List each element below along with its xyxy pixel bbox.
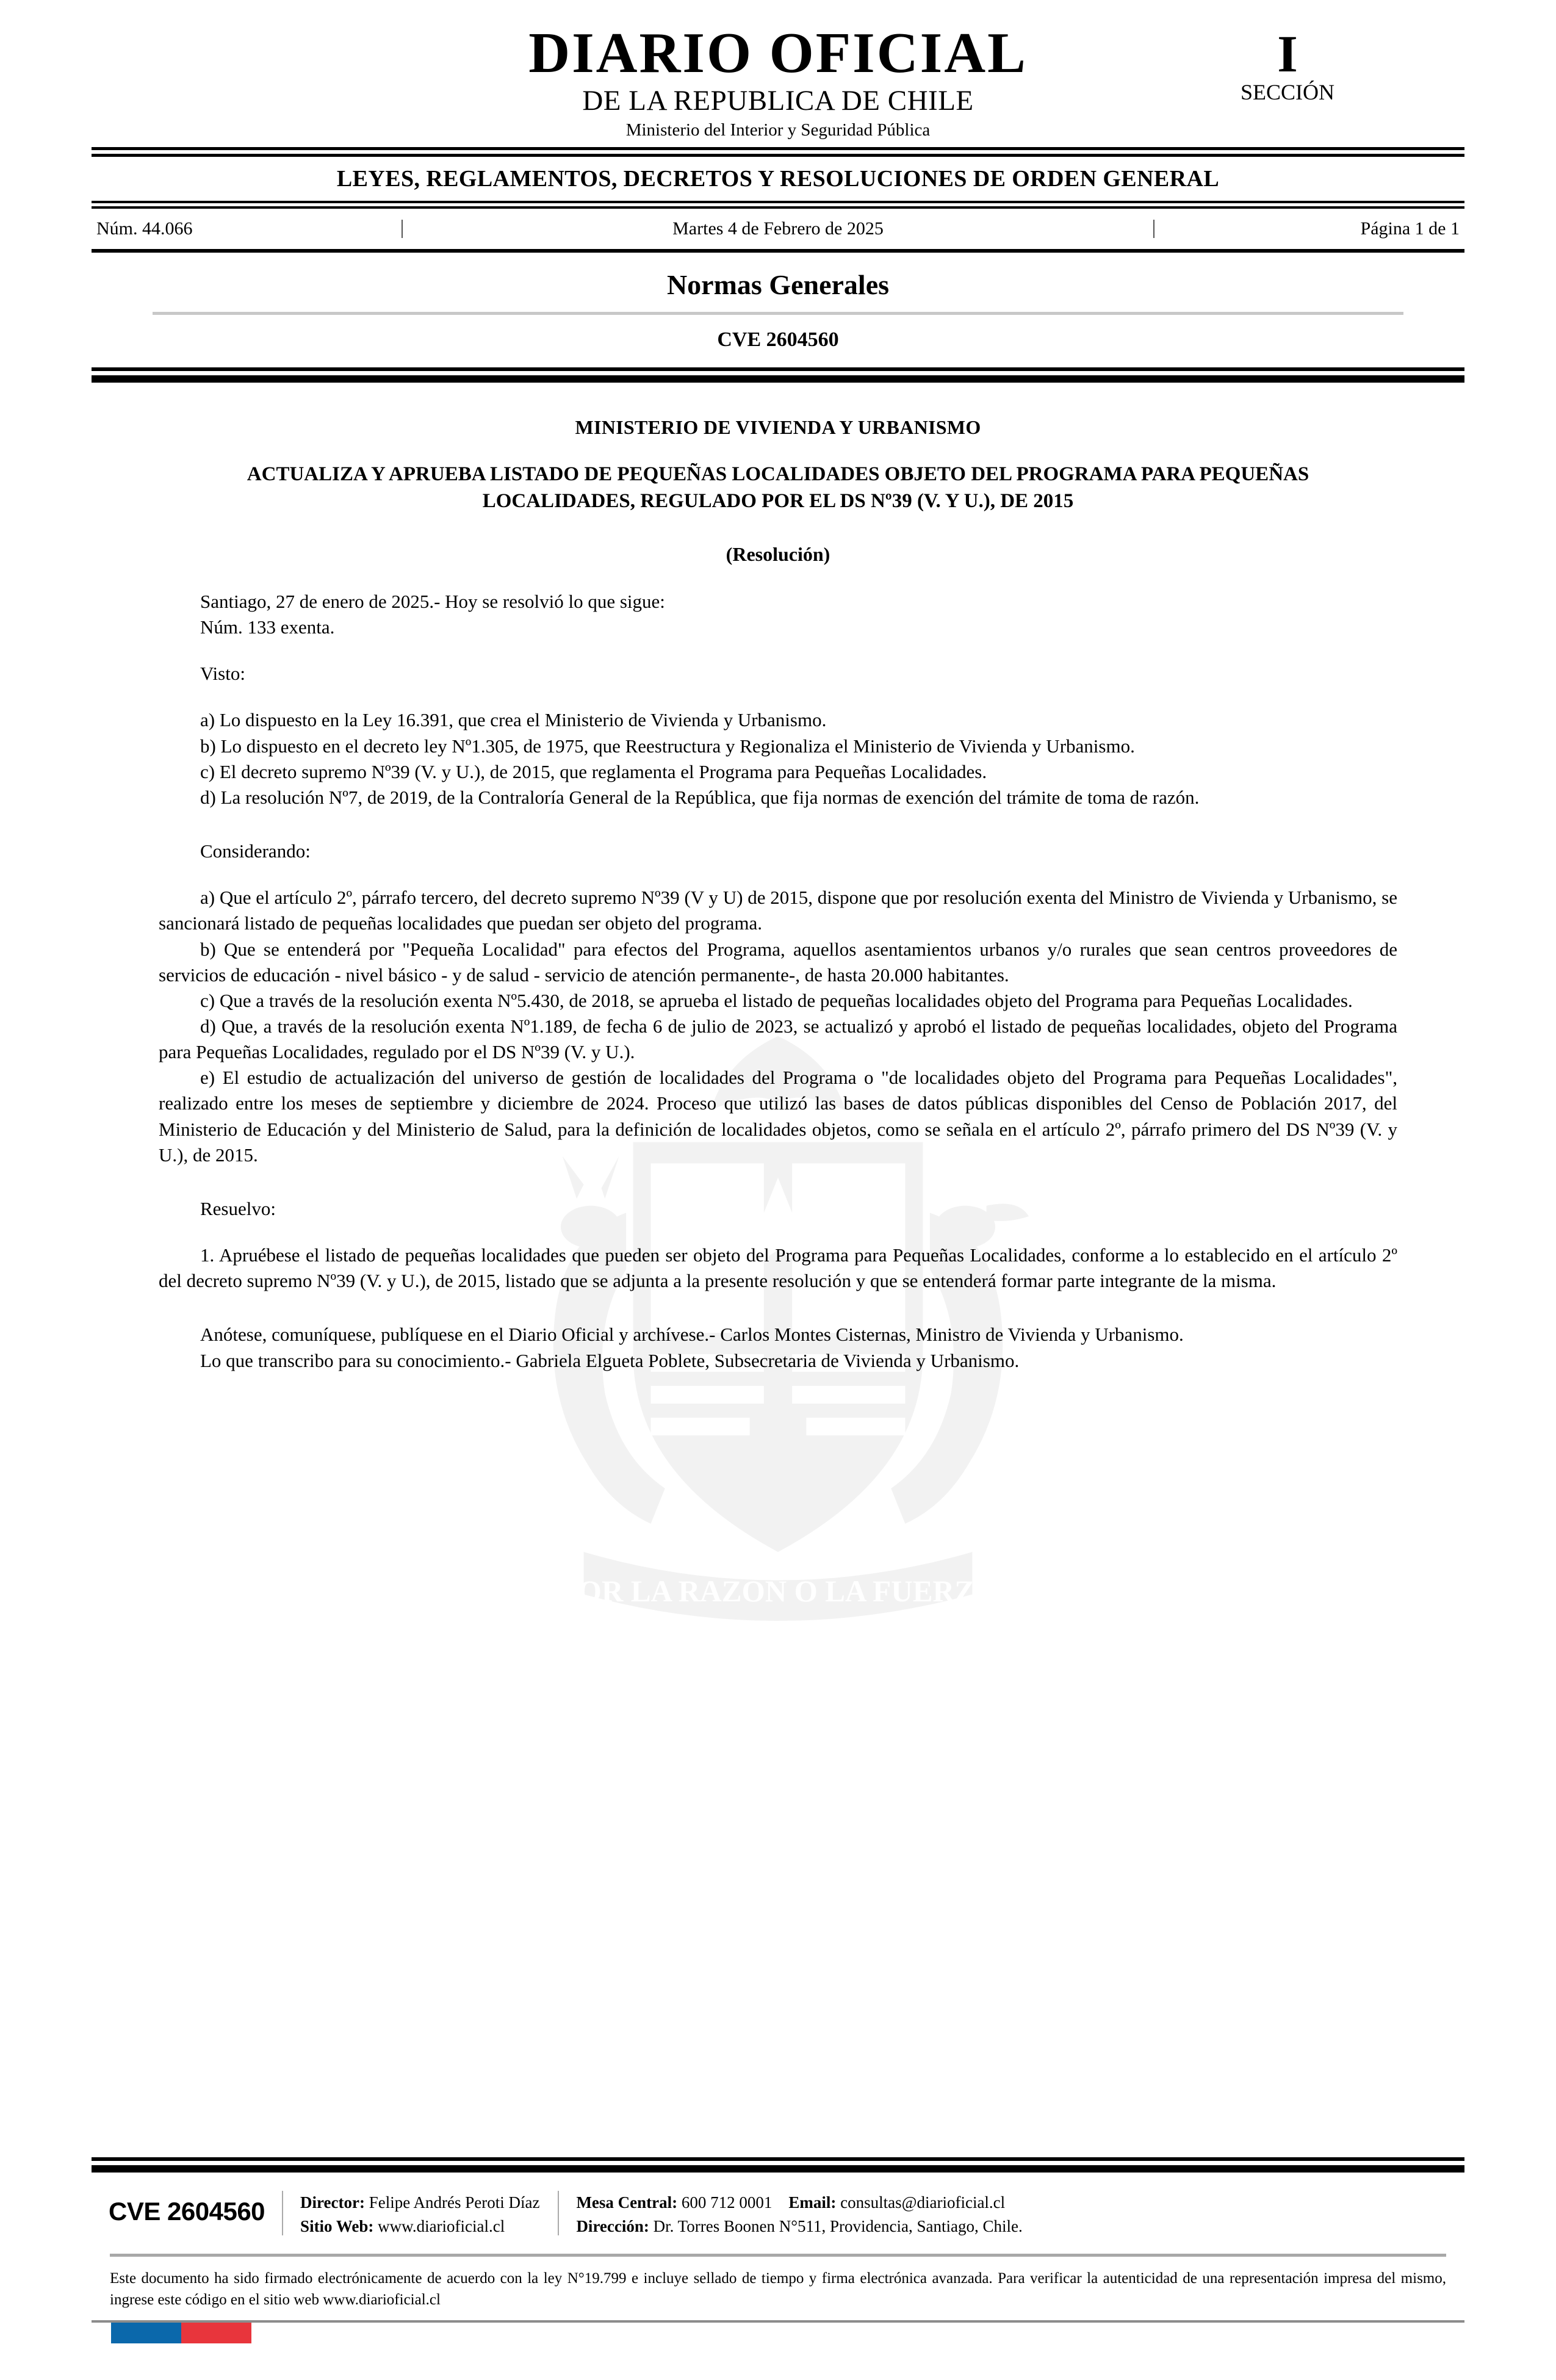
footer-mesa-value: 600 712 0001 bbox=[681, 2193, 773, 2212]
footer-address-line bbox=[576, 2215, 1446, 2238]
document-body bbox=[92, 383, 1464, 1374]
visto-item: c) El decreto supremo Nº39 (V. y U.), de 2015, que reglamenta el Programa para Pequeñas Localidades. bbox=[200, 760, 987, 782]
footer-info bbox=[92, 2173, 1464, 2244]
footer-mesa-line bbox=[576, 2191, 1446, 2214]
section-label: SECCIÓN bbox=[1240, 79, 1335, 104]
publication-subtitle: DE LA REPUBLICA DE CHILE bbox=[582, 85, 974, 117]
footer-site-label: Sitio Web: bbox=[300, 2216, 374, 2235]
footer-director-line bbox=[300, 2191, 539, 2214]
cve-heading: CVE 2604560 bbox=[717, 328, 839, 351]
issue-line bbox=[92, 209, 1464, 249]
issue-number: Núm. 44.066 bbox=[96, 218, 193, 239]
footer-mesa-label: Mesa Central: bbox=[576, 2193, 678, 2212]
resuelvo-item: 1. Apruébese el listado de pequeñas localidades que pueden ser objeto del Programa para Pequeñas Localidades, conforme a lo establecido en el artículo 2º del decreto supremo Nº39 (V. y U.), de 2015, listado que se adjunta a la presente resolución y que se entenderá formar parte integrante de la misma. bbox=[159, 1244, 1397, 1292]
footer-email-label: Email: bbox=[788, 2193, 837, 2212]
visto-label: Visto: bbox=[200, 663, 245, 685]
footer-contact-right bbox=[559, 2188, 1464, 2238]
section-heading: Normas Generales bbox=[666, 269, 890, 300]
svg-text:POR LA RAZON O LA FUERZA: POR LA RAZON O LA FUERZA bbox=[560, 1574, 996, 1609]
closing-paragraph: Anótese, comuníquese, publíquese en el Diario Oficial y archívese.- Carlos Montes Cisternas, Ministro de Vivienda y Urbanismo. bbox=[200, 1324, 1184, 1346]
section-number: I bbox=[1277, 24, 1298, 83]
footer-director-value: Felipe Andrés Peroti Díaz bbox=[369, 2193, 540, 2212]
resuelvo-label: Resuelvo: bbox=[200, 1197, 276, 1219]
masthead bbox=[92, 0, 1464, 147]
band-divider bbox=[92, 201, 1464, 209]
document-type: (Resolución) bbox=[726, 543, 830, 566]
footer-signature-note: Este documento ha sido firmado electrónicamente de acuerdo con la ley N°19.799 e incluye sellado de tiempo y firma electrónica avanzada. Para verificar la autenticidad de una representación impresa del mismo, ingrese este código en el sitio web www.diarioficial.cl bbox=[110, 2270, 1446, 2308]
considerando-item: d) Que, a través de la resolución exenta Nº1.189, de fecha 6 de julio de 2023, se actualizó y aprobó el listado de pequeñas localidades, objeto del Programa para Pequeñas Localidades, regulado por el DS Nº39 (V. y U.). bbox=[159, 1015, 1397, 1063]
content-top-divider bbox=[92, 367, 1464, 383]
resolution-number: Núm. 133 exenta. bbox=[200, 616, 335, 638]
section-indicator bbox=[1202, 24, 1373, 104]
flag-red-block bbox=[181, 2323, 251, 2343]
closing-paragraph: Lo que transcribo para su conocimiento.- Gabriela Elgueta Poblete, Subsecretaria de Vivienda y Urbanismo. bbox=[200, 1349, 1020, 1371]
chile-flag-bar bbox=[111, 2323, 251, 2343]
considerando-label: Considerando: bbox=[200, 840, 311, 862]
flag-blue-block bbox=[111, 2323, 181, 2343]
document-title: ACTUALIZA Y APRUEBA LISTADO DE PEQUEÑAS LOCALIDADES OBJETO DEL PROGRAMA PARA PEQUEÑAS LOCALIDADES, REGULADO POR EL DS Nº39 (V. Y U.), DE 2015 bbox=[247, 463, 1309, 512]
masthead-titles bbox=[528, 21, 1028, 141]
band-title: LEYES, REGLAMENTOS, DECRETOS Y RESOLUCIONES DE ORDEN GENERAL bbox=[336, 165, 1220, 192]
issue-page-count: Página 1 de 1 bbox=[1360, 218, 1460, 239]
issuing-ministry: MINISTERIO DE VIVIENDA Y URBANISMO bbox=[575, 416, 981, 438]
masthead-divider bbox=[92, 147, 1464, 157]
page-footer bbox=[92, 2157, 1464, 2343]
footer-cve: CVE 2604560 bbox=[109, 2197, 265, 2226]
footer-address-label: Dirección: bbox=[576, 2216, 649, 2235]
publication-title: DIARIO OFICIAL bbox=[528, 21, 1028, 85]
considerando-item: b) Que se entenderá por "Pequeña Localidad" para efectos del Programa, aquellos asentamientos urbanos y/o rurales que sean centros proveedores de servicios de educación - nivel básico - y de salud - servicio de atención permanente-, de hasta 20.000 habitantes. bbox=[159, 938, 1397, 986]
footer-email-value[interactable]: consultas@diarioficial.cl bbox=[840, 2193, 1006, 2212]
visto-item: d) La resolución Nº7, de 2019, de la Contraloría General de la República, que fija normas de exención del trámite de toma de razón. bbox=[200, 786, 1200, 808]
place-and-date: Santiago, 27 de enero de 2025.- Hoy se resolvió lo que sigue: bbox=[200, 590, 665, 612]
footer-contact-left bbox=[283, 2188, 558, 2238]
considerando-item: c) Que a través de la resolución exenta Nº5.430, de 2018, se aprueba el listado de pequeñas localidades objeto del Programa para Pequeñas Localidades. bbox=[200, 989, 1353, 1011]
footer-director-label: Director: bbox=[300, 2193, 365, 2212]
visto-item: b) Lo dispuesto en el decreto ley Nº1.305, de 1975, que Reestructura y Regionaliza el Ministerio de Vivienda y Urbanismo. bbox=[200, 735, 1135, 757]
footer-address-value: Dr. Torres Boonen N°511, Providencia, Santiago, Chile. bbox=[653, 2216, 1023, 2235]
publication-ministry: Ministerio del Interior y Seguridad Pública bbox=[625, 120, 931, 140]
considerando-item: a) Que el artículo 2º, párrafo tercero, del decreto supremo Nº39 (V y U) de 2015, dispone que por resolución exenta del Ministro de Vivienda y Urbanismo, se sancionará listado de pequeñas localidades que puedan ser objeto del programa. bbox=[159, 887, 1397, 934]
visto-item: a) Lo dispuesto en la Ley 16.391, que crea el Ministerio de Vivienda y Urbanismo. bbox=[200, 709, 827, 731]
footer-site-value[interactable]: www.diarioficial.cl bbox=[378, 2216, 505, 2235]
footer-top-divider bbox=[92, 2157, 1464, 2173]
issue-date: Martes 4 de Febrero de 2025 bbox=[672, 218, 884, 239]
footer-site-line bbox=[300, 2215, 539, 2238]
footer-bottom-divider bbox=[92, 2320, 1464, 2323]
considerando-item: e) El estudio de actualización del universo de gestión de localidades del Programa o "de localidades objeto del Programa para Pequeñas Localidades", realizado entre los meses de septiembre y diciembre de 2024. Proceso que utilizó las bases de datos públicas disponibles del Censo de Población 2017, del Ministerio de Educación y del Ministerio de Salud, para la definición de localidades objetos, como se señala en el artículo 2º, párrafo primero del DS Nº39 (V. y U.), de 2015. bbox=[159, 1067, 1397, 1166]
